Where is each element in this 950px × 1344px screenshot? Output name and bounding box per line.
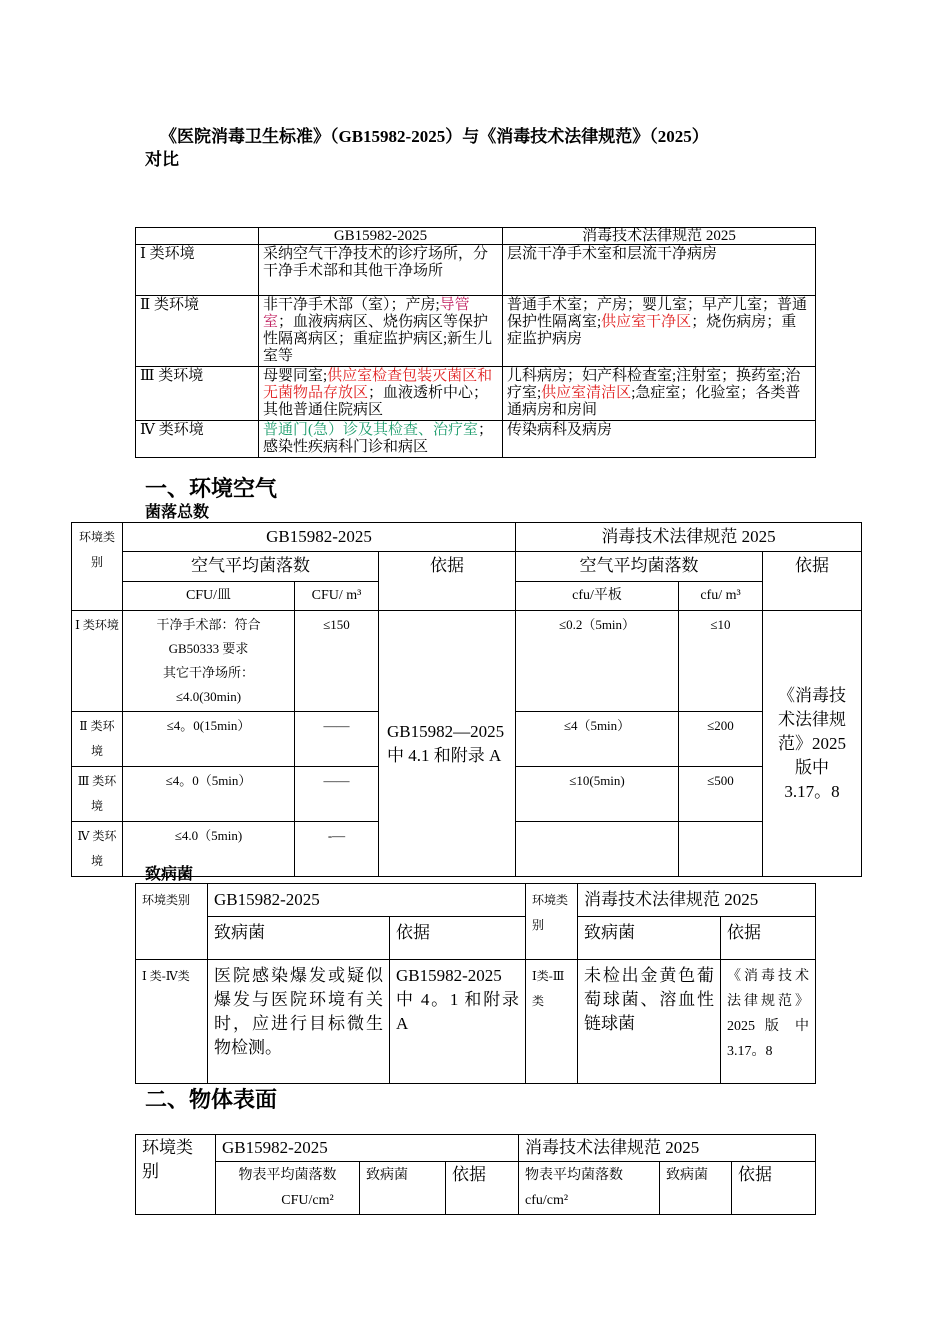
gb-basis-cell: GB15982—2025 中 4.1 和附录 A — [379, 611, 516, 877]
law-plate-cell: ≤10(5min) — [516, 767, 679, 822]
gb-dish-line: GB50333 要求 — [168, 641, 249, 656]
gb-scope-text: 采纳空气干净技术的诊疗场所，分干净手术部和其他干净场所 — [263, 246, 489, 279]
law-avg-header — [519, 1162, 660, 1215]
env-class-cell: Ⅰ 类环境 — [136, 245, 259, 296]
table-header-row — [136, 917, 816, 960]
highlight-text: 供应室清洁区 — [541, 385, 632, 401]
law-env-header: 环境类别 — [526, 884, 578, 960]
gb-dish-cell — [123, 611, 295, 712]
surface-table — [135, 1134, 816, 1215]
gb-scope-cell — [259, 245, 503, 296]
env-class-header: 环境类别 — [136, 1135, 216, 1215]
law-avg-label: 物表平均菌落数 — [525, 1168, 623, 1183]
gb-scope-text: 非干净手术部（室）；产房; — [263, 297, 440, 313]
gb-dish-cell — [123, 767, 295, 822]
highlight-text: 普通门(急）诊及其检查、治疗室 — [263, 422, 478, 438]
law-env-cell: Ⅰ类-Ⅲ类 — [526, 960, 578, 1084]
law-scope-text: 层流干净手术室和层流干净病房 — [507, 246, 718, 262]
law-scope-cell — [503, 245, 816, 296]
title-line-2: 对比 — [145, 150, 179, 169]
law-title-cell: 消毒技术法律规范 2025 — [519, 1135, 816, 1162]
pathogen-table — [135, 883, 816, 1084]
gb-unit-dish: CFU/皿 — [123, 582, 295, 611]
law-scope-cell — [503, 296, 816, 367]
table-header-row — [136, 228, 816, 245]
env-class-cell: Ⅳ 类环境 — [72, 822, 123, 877]
gb-env-cell: Ⅰ 类-Ⅳ类 — [136, 960, 208, 1084]
gb-avg-unit: CFU/cm² — [281, 1193, 334, 1208]
env-class-cell: Ⅳ 类环境 — [136, 421, 259, 458]
law-scope-text: ;急症室；化验室；各类普通病房和房间 — [507, 385, 801, 418]
table-header-row — [136, 884, 816, 917]
gb-scope-text: 母婴同室; — [263, 368, 328, 384]
gb-dish-line: ≤4.0（5min) — [174, 828, 243, 843]
table-header-row — [72, 552, 862, 582]
highlight-text: 供应室检查包装灭菌区和无菌物品存放区 — [263, 368, 493, 401]
gb-pathogen-header: 致病菌 — [208, 917, 390, 960]
gb-env-header: 环境类别 — [136, 884, 208, 960]
table-row — [136, 421, 816, 458]
gb-scope-cell — [259, 421, 503, 458]
gb-dish-cell — [123, 712, 295, 767]
gb-dish-line: ≤4。0（5min） — [165, 773, 252, 788]
law-basis-cell: 《消毒技术法律规范》2025 版中 3.17。8 — [763, 611, 862, 877]
table-header-row — [72, 523, 862, 552]
gb-scope-text: ；感染性疾病科门诊和病区 — [263, 422, 494, 455]
gb-pathogen-cell: 医院感染爆发或疑似爆发与医院环境有关时，应进行目标微生物检测。 — [208, 960, 390, 1084]
law-title-cell: 消毒技术法律规范 2025 — [516, 523, 862, 552]
gb-m3-cell: —— — [295, 712, 379, 767]
header-cell-empty — [136, 228, 259, 245]
gb-basis-header: 依据 — [379, 552, 516, 611]
law-basis-header: 依据 — [763, 552, 862, 611]
table-row — [136, 245, 816, 296]
law-pathogen-header: 致病菌 — [578, 917, 721, 960]
table-row — [136, 960, 816, 1084]
section-heading-air: 一、环境空气 — [145, 477, 278, 502]
gb-dish-line: 干净手术部：符合 — [156, 617, 261, 632]
law-m3-cell — [679, 822, 763, 877]
gb-dish-line: ≤4。0(15min） — [166, 718, 251, 733]
law-pathogen-header: 致病菌 — [660, 1162, 732, 1215]
law-unit-plate: cfu/平板 — [516, 582, 679, 611]
gb-basis-header: 依据 — [390, 917, 526, 960]
table-row — [72, 611, 862, 712]
gb-scope-cell — [259, 296, 503, 367]
env-class-cell: Ⅲ 类环境 — [72, 767, 123, 822]
law-title-cell: 消毒技术法律规范 2025 — [578, 884, 816, 917]
gb-scope-text: ；血液病病区、烧伤病区等保护性隔离病区；重症监护病区;新生儿室等 — [263, 314, 493, 364]
gb-title-cell: GB15982-2025 — [123, 523, 516, 552]
subheading-pathogen: 致病菌 — [145, 864, 194, 883]
gb-pathogen-header: 致病菌 — [360, 1162, 446, 1215]
gb-scope-cell — [259, 367, 503, 421]
gb-avg-header: 空气平均菌落数 — [123, 552, 379, 582]
law-plate-cell: ≤0.2（5min） — [516, 611, 679, 712]
page-title — [145, 125, 825, 171]
law-m3-cell: ≤200 — [679, 712, 763, 767]
gb-dish-line: ≤4.0(30min) — [175, 689, 242, 704]
law-basis-header: 依据 — [732, 1162, 816, 1215]
gb-m3-cell: -— — [295, 822, 379, 877]
table-header-row — [136, 1162, 816, 1215]
law-avg-unit: cfu/cm² — [525, 1193, 569, 1208]
gb-avg-header — [216, 1162, 360, 1215]
gb-dish-line: 其它干净场所： — [162, 665, 254, 680]
law-scope-text: 普通手术室；产房；婴儿室；早产儿室；普通保护性隔离室; — [507, 297, 808, 330]
law-scope-cell — [503, 367, 816, 421]
table-row — [136, 296, 816, 367]
law-basis-header: 依据 — [721, 917, 816, 960]
law-scope-text: ；烧伤病房；重症监护病房 — [507, 314, 797, 347]
env-class-cell: Ⅱ 类环境 — [136, 296, 259, 367]
highlight-text: 导管室 — [263, 297, 470, 330]
law-m3-cell: ≤500 — [679, 767, 763, 822]
law-unit-m3: cfu/ m³ — [679, 582, 763, 611]
gb-basis-cell: GB15982-2025 中 4。1 和附录 A — [390, 960, 526, 1084]
title-line-1: 《医院消毒卫生标准》（GB15982-2025）与《消毒技术法律规范》（2025） — [160, 127, 709, 146]
table-row — [136, 367, 816, 421]
header-cell-law: 消毒技术法律规范 2025 — [503, 228, 816, 245]
law-scope-cell — [503, 421, 816, 458]
law-scope-text: 传染病科及病房 — [507, 422, 613, 438]
gb-basis-header: 依据 — [446, 1162, 519, 1215]
colony-count-table — [71, 522, 862, 877]
section-heading-surface: 二、物体表面 — [145, 1088, 278, 1113]
gb-m3-cell: —— — [295, 767, 379, 822]
law-pathogen-cell: 未检出金黄色葡萄球菌、溶血性链球菌 — [578, 960, 721, 1084]
law-avg-header: 空气平均菌落数 — [516, 552, 763, 582]
header-cell-gb: GB15982-2025 — [259, 228, 503, 245]
env-class-cell: Ⅲ 类环境 — [136, 367, 259, 421]
highlight-text: 供应室干净区 — [601, 314, 692, 330]
env-class-cell: Ⅰ 类环境 — [72, 611, 123, 712]
law-basis-cell: 《消毒技术法律规范》2025 版 中 3.17。8 — [721, 960, 816, 1084]
law-m3-cell: ≤10 — [679, 611, 763, 712]
gb-title-cell: GB15982-2025 — [208, 884, 526, 917]
law-scope-text: 儿科病房；妇产科检查室;注射室；换药室;治疗室; — [507, 368, 801, 401]
env-class-cell: Ⅱ 类环境 — [72, 712, 123, 767]
environment-class-table — [135, 227, 816, 458]
gb-title-cell: GB15982-2025 — [216, 1135, 519, 1162]
gb-unit-m3: CFU/ m³ — [295, 582, 379, 611]
gb-avg-label: 物表平均菌落数 — [238, 1168, 337, 1183]
law-plate-cell — [516, 822, 679, 877]
law-plate-cell: ≤4（5min） — [516, 712, 679, 767]
gb-m3-cell: ≤150 — [295, 611, 379, 712]
subheading-colony-count: 菌落总数 — [145, 502, 210, 521]
gb-scope-text: ；血液透析中心；其他普通住院病区 — [263, 385, 489, 418]
env-class-header: 环境类别 — [72, 523, 123, 611]
table-header-row — [136, 1135, 816, 1162]
